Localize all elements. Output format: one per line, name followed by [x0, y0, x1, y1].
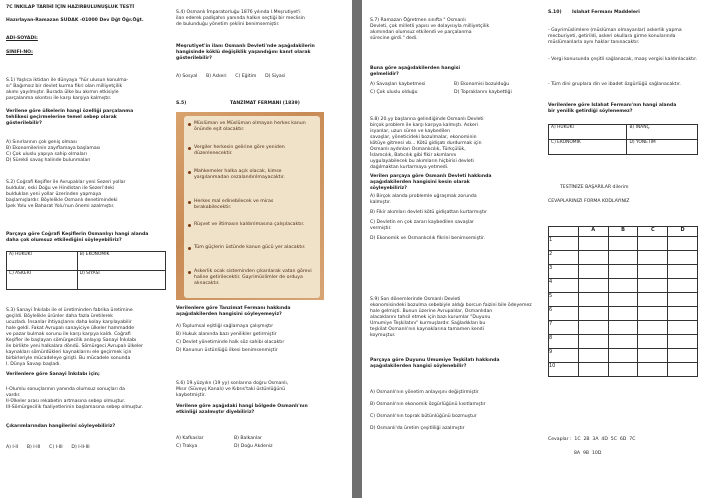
q10-item-3: - Tüm dini gruplara din ve ibadet özgürlüğü sağlanacaktır. — [548, 82, 681, 87]
decree-item-4: Herkes mal edinebilecek ve miras bırakabilecektir. — [194, 199, 274, 210]
answer-cell[interactable] — [638, 321, 668, 335]
answer-cell[interactable] — [578, 335, 608, 349]
q10-option-b[interactable]: B) İNANÇ — [627, 125, 698, 140]
answer-cell[interactable] — [668, 363, 698, 377]
answer-cell[interactable] — [578, 251, 608, 265]
q5-option-a[interactable]: A) Toplumsal eşitliği sağlamaya çalışmıştır — [176, 324, 274, 329]
worksheet-page-left — [0, 0, 352, 498]
q10-title: Islahat Fermanı Maddeleri — [572, 10, 640, 15]
q5-label: S.5) — [176, 101, 187, 106]
q4-options[interactable]: A) Sosyal B) Askeri C) Eğitim D) Siyasi — [176, 74, 286, 79]
bullet-icon — [188, 201, 191, 204]
grid-row-num: 7 — [549, 321, 579, 335]
q1-option-b[interactable]: B) Ekonomilerinin zayıflamaya başlaması — [6, 146, 101, 151]
q10-label: S.10) — [548, 10, 562, 15]
answer-cell[interactable] — [608, 251, 638, 265]
q10-option-d[interactable]: D) YÖNETİM — [627, 140, 698, 155]
answer-cell[interactable] — [638, 363, 668, 377]
q2-options-grid — [6, 251, 166, 290]
decree-item-6: Tüm güçlerin üstünde kanun gücü yer alacaktır. — [194, 245, 306, 250]
answer-key-line-1: Cevaplar : 1C 2B 3A 4D 5C 6D 7C — [548, 437, 636, 442]
grid-col-a: A — [578, 227, 608, 237]
answer-cell[interactable] — [638, 237, 668, 251]
answer-cell[interactable] — [638, 265, 668, 279]
answer-cell[interactable] — [608, 335, 638, 349]
answer-cell[interactable] — [668, 237, 698, 251]
decree-item-5: Rüşvet ve iltimasın kaldırılmasına çalışılacaktır. — [194, 222, 305, 227]
answer-cell[interactable] — [638, 349, 668, 363]
q8-option-a[interactable]: A) Birçok alanda problemle uğraşmak zorunda kalmıştır. — [370, 194, 477, 205]
q8-option-b[interactable]: B) Fikir akımları devleti kötü gidişattan kurtarmıştır — [370, 210, 488, 215]
q10-option-c[interactable]: C) EKONOMİK — [549, 140, 627, 155]
answer-cell[interactable] — [578, 363, 608, 377]
q8-text: S.8) 20.yy başlarına gelindiğinde Osmanlı Devleti birçok problem ile karşı karşıya kalmıştı. Askeri isyanlar, uzun süren ve kaybedilen savaşlar, yöneticideki bozulmalar, ekonominin kötüye gitmesi vb... Kötü gidişatı durdurmak için Osmanlı aydınları Osmanlıcılık, Türkçülük, İslamcılık, Batıcılık gibi fikir akımlarını uygulayabilecek bu akımların hiçbirisi devleti dağılmaktan kurtarmaya yetmedi. — [370, 117, 484, 170]
grid-row-num: 8 — [549, 335, 579, 349]
good-luck-text: TESTİNİZE BAŞARILAR dilerim — [560, 185, 629, 190]
q3-text: S.3) Sanayi İnkılabı ile el üretiminden fabrika üretimine geçildi. Böylelikle ürünler daha fazla üretilerek ucuzladı. İnsanlar ihtiyaçlarını daha kolay karşılayabilir hale geldi. Fakat Avrupalı sanayiciye ülkeler hammadde ve pazar bulmak sorunu ile karşı karşıya kaldı. Coğrafi Keşifler ile başlayan sömürgecilik anlayışı Sanayi İnkılabı ile birlikte yeni halkalara döndü. Sömürgeci Avrupalı ülkeler kaynakları sömürdükleri kaynaklarını ele geçirmek için birbirleriyle mücadeleye girişti. Bu mücadele sonunda I. Dünya Savaşı başladı. — [6, 308, 144, 367]
q3-options[interactable]: A) I-II B) I-III C) I-III D) I-II-III — [6, 445, 90, 450]
q10-options-grid — [548, 124, 698, 155]
q6-option-d[interactable]: D) Doğu Akdeniz — [234, 444, 273, 449]
q7-option-c[interactable]: C) Çok uluslu olduğu — [370, 90, 418, 95]
q5-question: Verilenlere göre Tanzimat Fermanı hakkında aşağıdakilerden hangisini söyleyemeyiz? — [176, 306, 291, 317]
answer-cell[interactable] — [608, 349, 638, 363]
answer-cell[interactable] — [608, 293, 638, 307]
answer-form-title: CEVAPLARINIZI FORMA KODLAYINIZ — [548, 199, 630, 204]
answer-cell[interactable] — [578, 237, 608, 251]
decree-scroll-panel — [184, 116, 320, 298]
q2-option-b[interactable]: B) EKONOMİK — [77, 252, 165, 271]
test-title: 7C İNKILAP TARİHİ İÇİN HAZIRBULUNUŞLUK TESTİ — [6, 5, 135, 10]
class-field-label: SINIFI-NO: — [6, 50, 33, 55]
q6-option-c[interactable]: C) Trakya — [176, 444, 198, 449]
q1-question: Verilene göre ülkelerin hangi özelliği parçalanma tehlikesi geçirmelerine temel sebep olarak gösterilebilir? — [6, 109, 134, 126]
answer-cell[interactable] — [608, 279, 638, 293]
q10-item-2: - Vergi konusunda çeşitli sağlanacak, maaş vergisi kaldırılacaktır. — [548, 57, 698, 62]
grid-row-num: 9 — [549, 349, 579, 363]
answer-cell[interactable] — [638, 307, 668, 321]
q9-option-c[interactable]: C) Osmanlı'nın toprak bütünlüğünü bozmuştur — [370, 414, 477, 419]
q2-option-c[interactable]: C) ASKERİ — [7, 271, 78, 290]
q7-option-d[interactable]: D) Topraklarını kaybettiği — [454, 90, 512, 95]
q7-question: Buna göre aşağıdakilerden hangisi gelmelidir? — [370, 66, 461, 77]
q1-text: S.1) Yaşlıca iktidarı ile dünyaya "hür ulusun konulma- sı" Bağımsız bir devlet kurma fikri olan milliyetçilik akımı yayılmıştır. Burada ülke bu akımın etkisiyle parçalanma sıkıntısı ile karşı karşıya kalmıştır. — [6, 78, 129, 101]
answer-key-line-2: 8A 9B 10D — [574, 451, 602, 456]
answer-cell[interactable] — [608, 307, 638, 321]
q8-question: Verilen parçaya göre Osmanlı Devleti hakkında aşağıdakilerden hangisini kesin olarak söyleyebiliriz? — [370, 174, 492, 191]
bullet-icon — [188, 224, 191, 227]
grid-row-num: 4 — [549, 279, 579, 293]
q6-option-b[interactable]: B) Balkanlar — [234, 436, 262, 441]
q6-option-a[interactable]: A) Kafkaslar — [176, 436, 204, 441]
tanzimat-decree-image — [176, 112, 324, 300]
q10-item-1: - Gayrimüslimlere (müslüman olmayanlar) askerlik yapma mecburiyeti, getirildi, askeri okullara girme konularında müslümanlarla aynı haklar tanınacaktır. — [548, 28, 684, 45]
q8-option-d[interactable]: D) Ekonomik ve Osmanlıcılık fikrini benimsemiştir. — [370, 236, 485, 241]
answer-cell[interactable] — [608, 363, 638, 377]
q1-option-d[interactable]: D) Sürekli savaş halinde bulunmaları — [6, 158, 91, 163]
q9-option-a[interactable]: A) Osmanlı'nın yönetim anlayışını değiştirmiştir — [370, 390, 479, 395]
answer-cell[interactable] — [638, 251, 668, 265]
teacher-line: Hazırlayan-Ramazan SUDAK -01000 Dev Dğt Öğr.Öğt. — [6, 18, 144, 23]
name-field-label: ADI-SOYADI: — [6, 36, 38, 41]
q3-roman-statements: I-Olumlu sonuçlarının yanında olumsuz sonuçları da vardır. II-Ülkeler arası rekabetin artmasına sebep olmuştur. III-Sömürgecilik faaliyetlerinin başlamasına sebep olmuştur. — [6, 387, 144, 410]
grid-row-num: 2 — [549, 251, 579, 265]
bullet-icon — [188, 171, 191, 174]
q6-text: S.6) 19.yüzyılın (19 yy) sonlarına doğru Osmanlı, Mısır (Süveyş Kanalı) ve Kıbrıs'taki üstünlüğünü kaybetmiştir. — [176, 381, 289, 398]
bullet-icon — [188, 271, 191, 274]
grid-row-num: 5 — [549, 293, 579, 307]
decree-item-2: Vergiler herkesin gelirine göre yeniden düzenlenecektir. — [194, 145, 285, 156]
q3-question-2: Çıkarımlarından hangilerini söyleyebiliriz? — [6, 424, 116, 429]
answer-cell[interactable] — [668, 335, 698, 349]
answer-cell[interactable] — [578, 349, 608, 363]
q5-option-c[interactable]: C) Devlet yönetiminde halk söz sahibi olacaktır — [176, 340, 285, 345]
q9-question: Parçaya göre Duyunu Umumiye Teşkilatı hakkında aşağıdakilerden hangisi söylenebilir? — [370, 358, 500, 369]
bullet-icon — [188, 247, 191, 250]
q8-option-c[interactable]: C) Devletin en çok zararı kaybedilen savaşlar vermiştir. — [370, 220, 474, 231]
grid-col-d: D — [668, 227, 698, 237]
q7-text: S.7) Ramazan Öğretmen sınıfta " Osmanlı Devleti, çok milletli yapısı ve dolayısıyla milliyetçilik akımından olumsuz etkilendi ve parçalanma sürecine girdi." dedi. — [370, 18, 490, 41]
q1-option-c[interactable]: C) Çok uluslu yapıya sahip olmaları — [6, 152, 87, 157]
q9-option-d[interactable]: D) Osmanlı'da üretim çeşitliliği azalmıştır — [370, 426, 465, 431]
answer-cell[interactable] — [638, 335, 668, 349]
q3-question: Verilenlere göre Sanayi İnkılabı için; — [6, 372, 100, 377]
grid-row-num: 1 — [549, 237, 579, 251]
answer-cell[interactable] — [638, 279, 668, 293]
grid-col-c: C — [638, 227, 668, 237]
answer-cell[interactable] — [668, 349, 698, 363]
answer-cell[interactable] — [668, 307, 698, 321]
answer-cell[interactable] — [668, 293, 698, 307]
q5-option-b[interactable]: B) Hukuk alanında bazı yenilikler getirmiştir — [176, 332, 277, 337]
grid-row-num: 10 — [549, 363, 579, 377]
answer-cell[interactable] — [608, 321, 638, 335]
q6-question: Verilene göre aşağıdaki hangi bölgede Osmanlı'nın etkinliği azalmıştır diyebiliriz? — [176, 404, 308, 415]
q2-question: Parçaya göre Coğrafi Keşiflerin Osmanlıyı hangi alanda daha çok olumsuz etkilediğini söyleyebiliriz? — [6, 232, 149, 243]
q2-option-d[interactable]: D) SİYASİ — [77, 271, 165, 290]
decree-item-3: Mahkemeler halka açık olacak, kimse yargılanmadan cezalandırılmayacaktır. — [194, 169, 285, 180]
answer-cell[interactable] — [668, 251, 698, 265]
q5-title: TANZİMAT FERMANI (1839) — [230, 101, 300, 106]
q4-question: Meşrutiyet'in ilanı Osmanlı Devleti'nde aşağıdakilerin hangisinde köklü değişiklik yaşandığını kanıt olarak gösterilebilir? — [176, 44, 315, 61]
answer-cell[interactable] — [578, 307, 608, 321]
q4-text: S.4) Osmanlı İmparatorluğu 1876 yılında I.Meşrutiyet'i ilan ederek padişahın yanında halkın seçtiği bir meclisin de bulunduğu yönetim şeklini benimsemiştir. — [176, 10, 305, 27]
q1-option-a[interactable]: A) Sınırlarının çok geniş olması — [6, 140, 77, 145]
q9-text: S.9) Son dönemlerinde Osmanlı Devleti ekonomisindeki bozulma sebebiyle aldığı borcun faizini bile ödeyemez hale gelmişti. Bunun üzerine Avrupalılar, Osmanlıdan alacaklarını tahsil etmek için bazı kurumlar "Duyunu Umumiye Teşkilatını" kurmuşlardır. Sağladıkları bu teşkilat Osmanlı'nın kaynaklarına tamamen kendi koymuştur. — [370, 297, 532, 338]
worksheet-page-right — [362, 0, 714, 498]
answer-cell[interactable] — [578, 265, 608, 279]
answer-cell[interactable] — [668, 321, 698, 335]
q10-option-a[interactable]: A) HUKUKİ — [549, 125, 627, 140]
q10-question: Verilenlere göre Islahat Fermanı'nın hangi alanda bir yenilik getirdiği söylenemez? — [548, 103, 677, 114]
answer-cell[interactable] — [668, 279, 698, 293]
decree-item-7: Askerlik ocak sisteminden çıkarılarak vatan görevi haline getirilecektir. Gayrimüslimler de orduya alınacaktır. — [194, 269, 312, 286]
answer-cell[interactable] — [578, 321, 608, 335]
answer-form-grid — [548, 226, 698, 377]
q2-option-a[interactable]: A) HUKUKİ — [7, 252, 78, 271]
answer-cell[interactable] — [668, 265, 698, 279]
q2-text: S.2) Coğrafi Keşifler ile Avrupalılar yeni Sezeri yollar buldular, eski Doğu ve Hindistan ile Sezeri'deki bulduklan yeni yollar üzerinden yapmaya başlamışlardır. Böylelikle Osmanlı denetimindeki İpek Yolu ve Baharat Yolu'nun önemi azalmıştır. — [6, 180, 126, 209]
bullet-icon — [188, 123, 191, 126]
q5-option-d[interactable]: D) Kanunun üstünlüğü ilkesi benimsenmiştir — [176, 348, 278, 353]
grid-col-b: B — [608, 227, 638, 237]
answer-cell[interactable] — [638, 293, 668, 307]
q9-option-b[interactable]: B) Osmanlı'nın ekonomik özgürlüğünü kısıtlamıştır — [370, 402, 486, 407]
q7-option-b[interactable]: B) Ekonomisi bozulduğu — [454, 82, 510, 87]
grid-row-num: 3 — [549, 265, 579, 279]
answer-cell[interactable] — [608, 237, 638, 251]
decree-item-1: Müslüman ve Müslüman olmayan herkes kanun önünde eşit olacaktır. — [194, 121, 306, 132]
bullet-icon — [188, 147, 191, 150]
grid-row-num: 6 — [549, 307, 579, 321]
answer-cell[interactable] — [578, 279, 608, 293]
answer-cell[interactable] — [578, 293, 608, 307]
q7-option-a[interactable]: A) Savaşları kaybetmesi — [370, 82, 426, 87]
grid-corner — [549, 227, 579, 237]
answer-cell[interactable] — [608, 265, 638, 279]
